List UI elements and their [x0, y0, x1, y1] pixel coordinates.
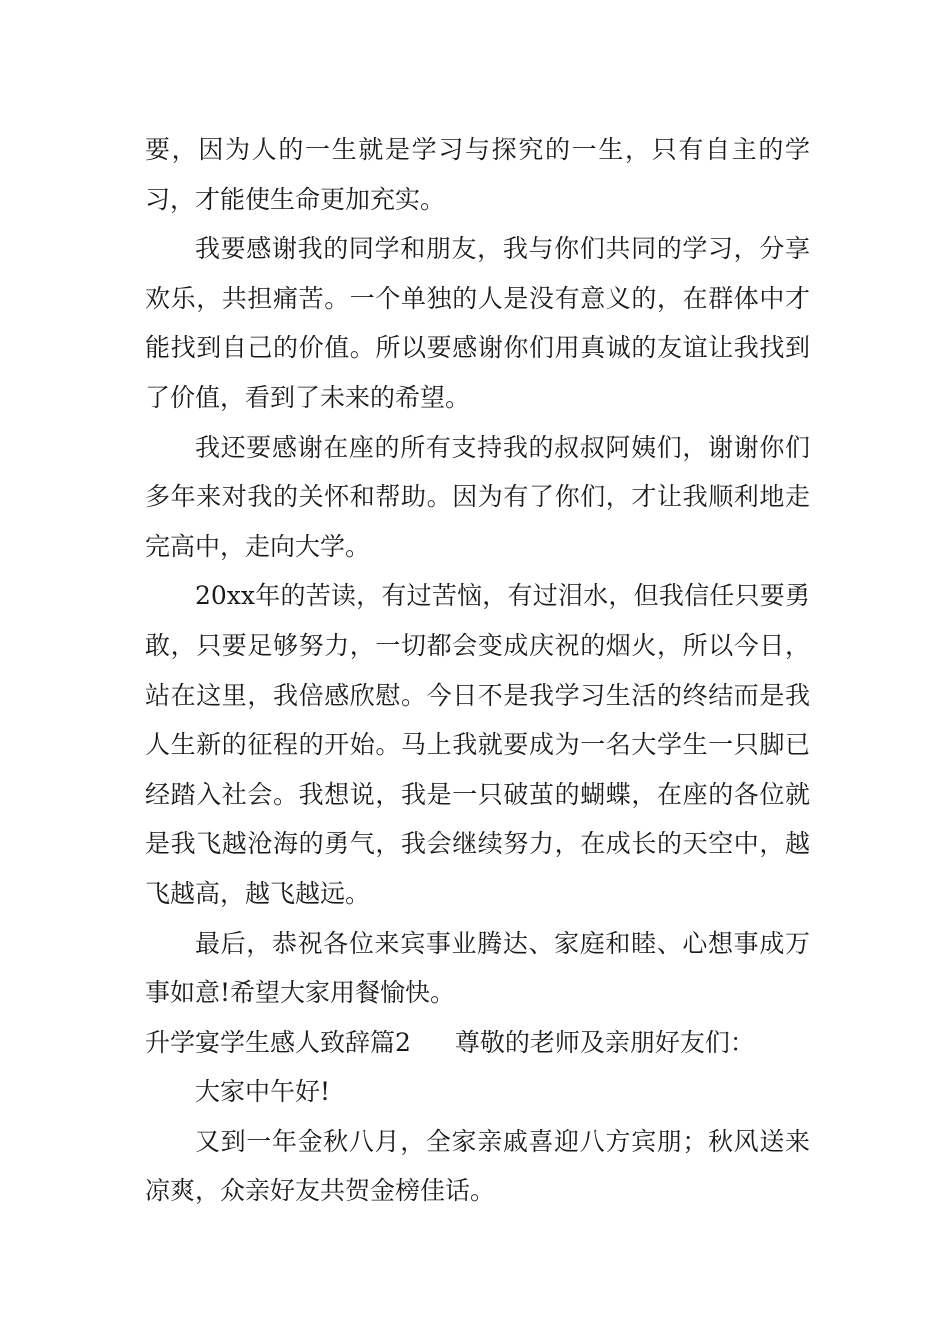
section-heading-line: [145, 1018, 810, 1068]
document-body: [145, 125, 810, 1216]
paragraph-years-of-study: 20xx年的苦读，有过苦恼，有过泪水，但我信任只要勇敢，只要足够努力，一切都会变成庆祝的烟火，所以今日，站在这里，我倍感欣慰。今日不是我学习生活的终结而是我人生新的征程的开始。马上我就要成为一名大学生一只脚已经踏入社会。我想说，我是一只破茧的蝴蝶，在座的各位就是我飞越沧海的勇气，我会继续努力，在成长的天空中，越飞越高，越飞越远。: [145, 581, 810, 908]
paragraph-thanks-classmates: 我要感谢我的同学和朋友，我与你们共同的学习，分享欢乐，共担痛苦。一个单独的人是没有意义的，在群体中才能找到自己的价值。所以要感谢你们用真诚的友谊让我找到了价值，看到了未来的希望。: [145, 234, 810, 412]
paragraph-thanks-elders: 我还要感谢在座的所有支持我的叔叔阿姨们，谢谢你们多年来对我的关怀和帮助。因为有了你们，才让我顺利地走完高中，走向大学。: [145, 432, 810, 561]
salutation: 尊敬的老师及亲朋好友们：: [454, 1027, 755, 1057]
paragraph-greeting: 大家中午好!: [195, 1077, 331, 1107]
paragraph-continuation: 要，因为人的一生就是学习与探究的一生，只有自主的学习，才能使生命更加充实。: [145, 135, 810, 214]
paragraph-closing-wishes: 最后，恭祝各位来宾事业腾达、家庭和睦、心想事成万事如意!希望大家用餐愉快。: [145, 928, 810, 1008]
paragraph-autumn: 又到一年金秋八月，全家亲戚喜迎八方宾朋；秋风送来凉爽，众亲好友共贺金榜佳话。: [145, 1126, 810, 1206]
section-title: 升学宴学生感人致辞篇2: [145, 1027, 411, 1057]
